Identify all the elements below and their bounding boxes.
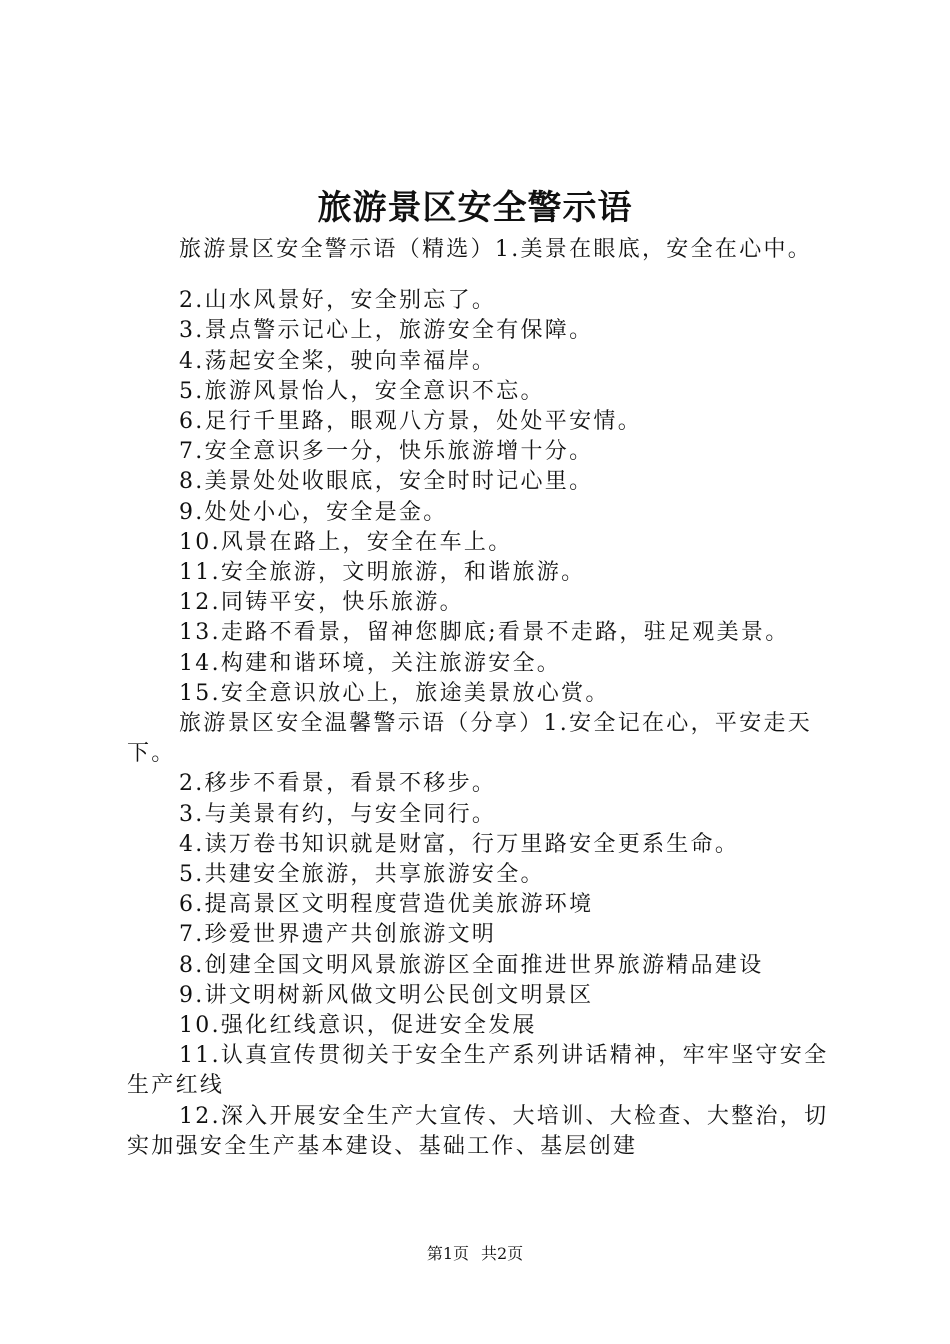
section1-item: 7.安全意识多一分，快乐旅游增十分。	[179, 439, 594, 465]
section2-item: 10.强化红线意识，促进安全发展	[179, 1013, 537, 1039]
page-footer	[0, 1244, 950, 1264]
section1-item: 10.风景在路上，安全在车上。	[179, 529, 513, 555]
section1-item: 15.安全意识放心上，旅途美景放心赏。	[179, 680, 610, 706]
section1-item: 4.荡起安全桨，驶向幸福岸。	[179, 348, 497, 374]
section2-item: 4.读万卷书知识就是财富，行万里路安全更系生命。	[179, 831, 740, 857]
section2-item: 11.认真宣传贯彻关于安全生产系列讲话精神，牢牢坚守安全生产红线	[127, 1043, 829, 1099]
section2-item: 9.讲文明树新风做文明公民创文明景区	[179, 982, 594, 1008]
section1-item: 14.构建和谐环境，关注旅游安全。	[179, 650, 562, 676]
section1-item: 5.旅游风景怡人，安全意识不忘。	[179, 378, 545, 404]
section1-item: 6.足行千里路，眼观八方景，处处平安情。	[179, 409, 642, 435]
section1-item: 2.山水风景好，安全别忘了。	[179, 288, 497, 314]
section1-item: 12.同铸平安，快乐旅游。	[179, 590, 464, 616]
page-total: 共2页	[481, 1244, 524, 1263]
section2-item: 7.珍爱世界遗产共创旅游文明	[179, 922, 497, 948]
section1-intro: 旅游景区安全警示语（精选）1.美景在眼底，安全在心中。	[179, 237, 813, 262]
section2-item: 8.创建全国文明风景旅游区全面推进世界旅游精品建设	[179, 952, 764, 978]
document-body	[127, 235, 837, 1162]
section1-item: 13.走路不看景，留神您脚底;看景不走路，驻足观美景。	[179, 620, 790, 646]
section1-item: 9.处处小心，安全是金。	[179, 499, 448, 525]
section2-intro: 旅游景区安全温馨警示语（分享）1.安全记在心，平安走天下。	[127, 711, 813, 767]
section2-item: 2.移步不看景，看景不移步。	[179, 771, 497, 797]
section2-item: 3.与美景有约，与安全同行。	[179, 801, 497, 827]
section1-item: 3.景点警示记心上，旅游安全有保障。	[179, 318, 594, 344]
section2-item: 5.共建安全旅游，共享旅游安全。	[179, 862, 545, 888]
section1-item: 11.安全旅游，文明旅游，和谐旅游。	[179, 560, 586, 586]
page-number: 第1页	[426, 1244, 469, 1263]
section2-item: 6.提高景区文明程度营造优美旅游环境	[179, 892, 594, 918]
document-title: 旅游景区安全警示语	[317, 188, 633, 228]
section2-item: 12.深入开展安全生产大宣传、大培训、大检查、大整治，切实加强安全生产基本建设、基础工作、基层创建	[127, 1103, 829, 1159]
section1-item: 8.美景处处收眼底，安全时时记心里。	[179, 469, 594, 495]
